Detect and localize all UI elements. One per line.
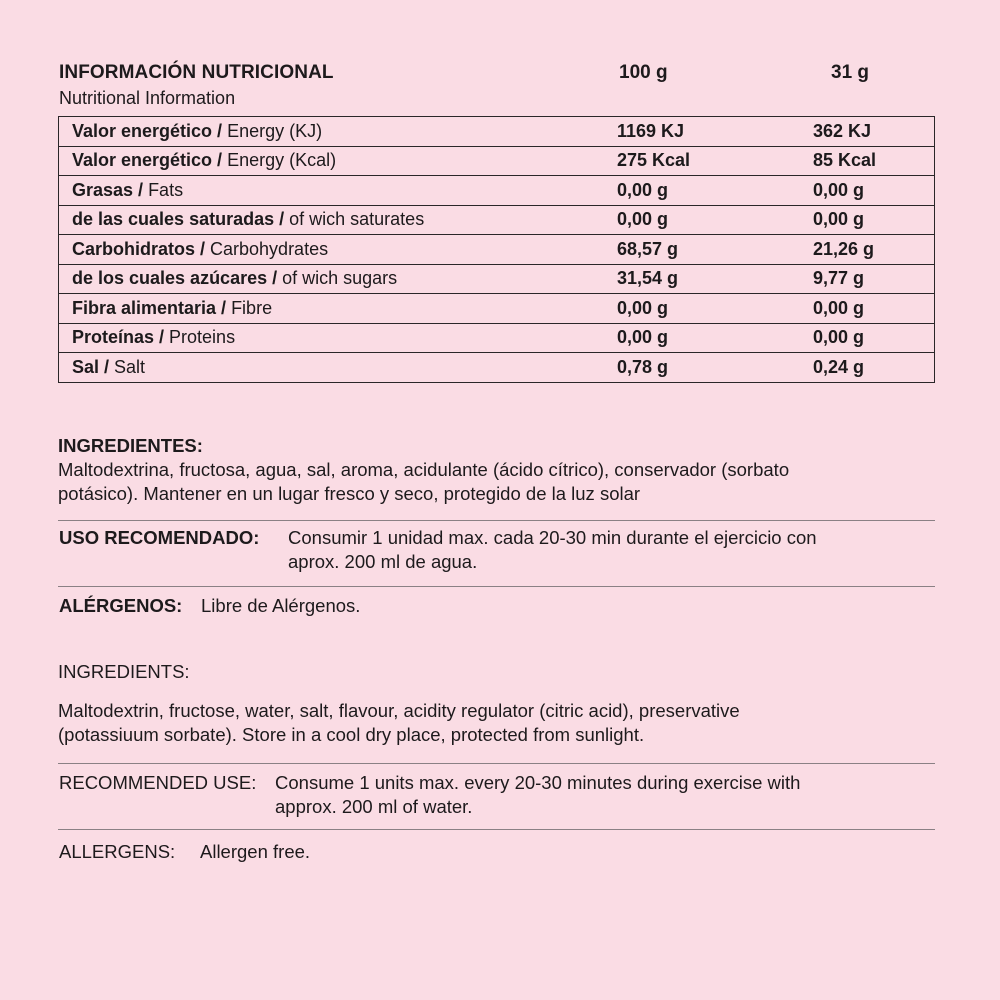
uso-recomendado-line-1: Consumir 1 unidad max. cada 20-30 min durante el ejercicio con [288, 527, 817, 548]
nutrient-name-en: Carbohydrates [205, 238, 329, 259]
nutrient-name-es: Sal / [72, 356, 110, 377]
nutrition-table [58, 116, 935, 383]
value-per-portion: 0,00 g [813, 323, 935, 353]
nutrition-row [59, 117, 935, 147]
value-per-portion: 0,24 g [813, 356, 865, 377]
value-per-100g: 31,54 g [617, 264, 813, 294]
nutrition-row [59, 323, 935, 353]
nutrition-row [59, 294, 935, 324]
value-per-portion: 21,26 g [813, 235, 935, 265]
nutrient-name-en: Salt [109, 356, 146, 377]
ingredientes-text-line-2: potásico). Mantener en un lugar fresco y seco, protegido de la luz solar [58, 483, 641, 504]
value-per-portion: 0,00 g [813, 205, 935, 235]
column-header-100g: 100 g [619, 62, 668, 83]
nutrition-row [59, 235, 935, 265]
ingredientes-text-line-1: Maltodextrina, fructosa, agua, sal, aroma, acidulante (ácido cítrico), conservador (sorbato [58, 459, 790, 480]
nutrient-label [59, 235, 618, 265]
alergenos-label: ALÉRGENOS: [59, 595, 183, 616]
ingredients-section [58, 699, 935, 747]
nutrient-label [59, 146, 618, 176]
value-per-100g: 1169 KJ [617, 117, 813, 147]
nutrient-name-es: Fibra alimentaria / [72, 297, 227, 318]
nutrient-name-en: Proteins [164, 327, 236, 348]
nutrient-name-es: Carbohidratos / [72, 238, 206, 259]
nutrient-name-es: Valor energético / [72, 150, 223, 171]
divider [58, 586, 935, 587]
nutrition-row [59, 146, 935, 176]
ingredients-text-line-2: (potassiuum sorbate). Store in a cool dry place, protected from sunlight. [58, 724, 645, 745]
nutrition-label [58, 60, 935, 862]
uso-recomendado-line-2: aprox. 200 ml de agua. [288, 551, 478, 572]
nutrient-name-en: of wich sugars [277, 268, 398, 289]
value-per-100g: 0,78 g [617, 356, 669, 377]
allergens-value: Allergen free. [200, 841, 311, 862]
nutrition-row [59, 176, 935, 206]
nutrition-header [58, 60, 935, 116]
value-per-portion: 85 Kcal [813, 146, 935, 176]
nutrient-label [59, 117, 618, 147]
divider [58, 829, 935, 830]
nutrient-name-en: of wich saturates [284, 209, 425, 230]
value-per-100g: 0,00 g [617, 294, 813, 324]
nutrient-name-es: Proteínas / [72, 327, 165, 348]
nutrient-label [59, 353, 618, 383]
ingredients-text-line-1: Maltodextrin, fructose, water, salt, flavour, acidity regulator (citric acid), preservative [58, 700, 740, 721]
nutrient-name-es: de los cuales azúcares / [72, 268, 278, 289]
nutrient-label [59, 323, 618, 353]
recommended-use-text [275, 771, 800, 819]
uso-recomendado-text [288, 526, 817, 574]
nutrient-label [59, 294, 618, 324]
value-per-100g: 0,00 g [617, 176, 813, 206]
ingredients-label: INGREDIENTS: [58, 661, 190, 682]
recommended-use-line-1: Consume 1 units max. every 20-30 minutes during exercise with [275, 772, 801, 793]
value-per-100g: 0,00 g [617, 323, 813, 353]
divider [58, 763, 935, 764]
value-per-portion: 0,00 g [813, 294, 935, 324]
recommended-use-label: RECOMMENDED USE: [59, 772, 257, 793]
nutrient-name-en: Fats [143, 179, 184, 200]
nutrition-row [59, 205, 935, 235]
nutrient-name-es: de las cuales saturadas / [72, 209, 285, 230]
nutrient-name-en: Energy (Kcal) [222, 150, 337, 171]
nutrition-row [59, 264, 935, 294]
recommended-use-line-2: approx. 200 ml of water. [275, 796, 473, 817]
nutrient-name-es: Grasas / [72, 179, 144, 200]
nutrient-name-es: Valor energético / [72, 120, 223, 141]
nutrient-label [59, 205, 618, 235]
value-per-portion: 362 KJ [813, 117, 935, 147]
nutrition-subtitle: Nutritional Information [59, 88, 236, 108]
ingredientes-section [58, 434, 935, 506]
value-per-100g: 0,00 g [617, 205, 813, 235]
value-per-100g: 275 Kcal [617, 146, 813, 176]
value-per-100g: 68,57 g [617, 235, 813, 265]
nutrient-label [59, 264, 618, 294]
value-per-portion: 9,77 g [813, 264, 935, 294]
nutrition-title: INFORMACIÓN NUTRICIONAL [59, 62, 334, 83]
alergenos-value: Libre de Alérgenos. [201, 595, 361, 616]
value-per-portion: 0,00 g [813, 176, 935, 206]
nutrient-label [59, 176, 618, 206]
uso-recomendado-label: USO RECOMENDADO: [59, 527, 260, 548]
ingredientes-label: INGREDIENTES: [58, 435, 203, 456]
nutrient-name-en: Fibre [226, 297, 273, 318]
column-header-portion: 31 g [831, 62, 870, 83]
nutrition-row [59, 353, 935, 383]
divider [58, 520, 935, 521]
nutrient-name-en: Energy (KJ) [222, 120, 323, 141]
allergens-label: ALLERGENS: [59, 841, 176, 862]
